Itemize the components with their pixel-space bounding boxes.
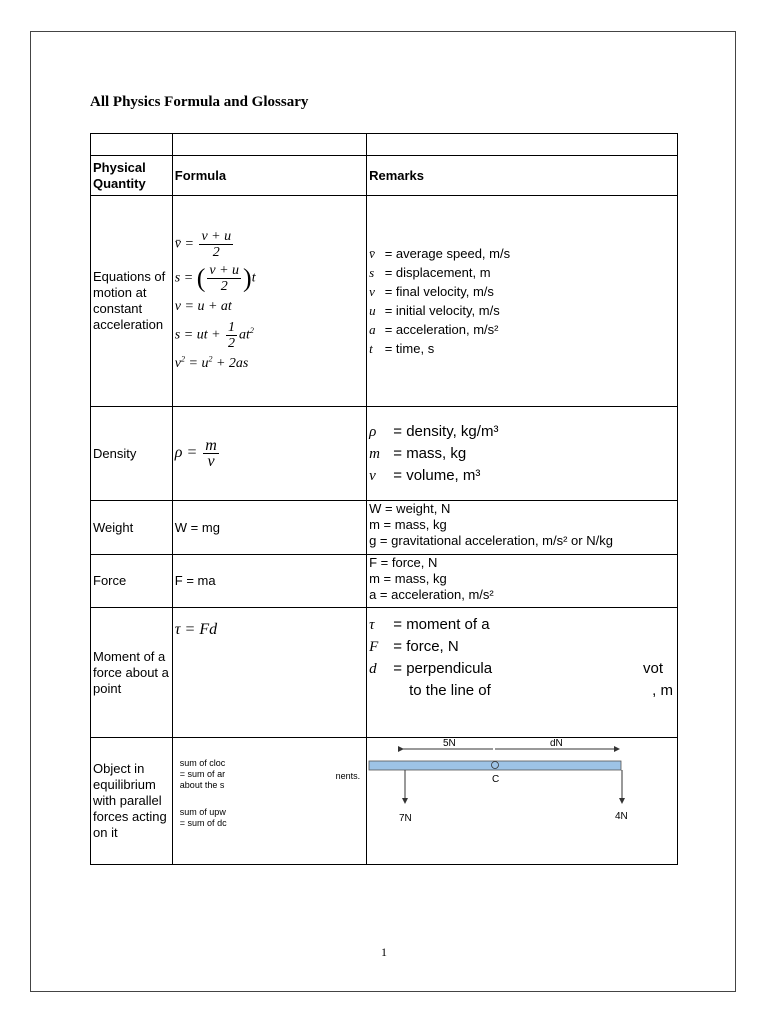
header-formula: Formula [172, 156, 366, 196]
remark-line: τ = moment of a [369, 616, 490, 633]
remark-line: to the line of , m [409, 682, 673, 699]
beam-diagram [367, 739, 671, 859]
formula-cell [172, 196, 366, 407]
eq-final-velocity: v = u + at [174, 298, 232, 314]
table-row-weight [91, 501, 678, 555]
remark-line: u = initial velocity, m/s [369, 303, 500, 318]
formula-cell [172, 407, 366, 501]
table-row-density [91, 407, 678, 501]
eq-v-squared: $v^2 = u^2 + 2as$ [174, 353, 249, 371]
moment-remarks [369, 614, 675, 701]
quantity-cell: Force [91, 555, 173, 608]
density-remarks [369, 421, 675, 487]
remark-line: F = force, N [369, 555, 438, 570]
formula-cell [172, 608, 366, 738]
motion-remarks [369, 244, 675, 358]
remarks-cell [367, 738, 678, 865]
remark-line: d = perpendicula vot [369, 660, 663, 677]
remark-line: t = time, s [369, 341, 435, 356]
remark-line: v = volume, m³ [369, 466, 481, 484]
formula-cell: W = mg [172, 501, 366, 555]
table-row-moment [91, 608, 678, 738]
remark-line: a = acceleration, m/s² [369, 587, 494, 602]
formula-cell: F = ma [172, 555, 366, 608]
header-row [91, 156, 678, 196]
header-remarks: Remarks [367, 156, 678, 196]
remark-line: F = force, N [369, 638, 459, 655]
quantity-cell: Weight [91, 501, 173, 555]
remark-line: s = displacement, m [369, 265, 491, 280]
remarks-cell [367, 501, 678, 555]
table-row-equilibrium [91, 738, 678, 865]
label-5n: 5N [443, 739, 456, 749]
page-number: 1 [381, 945, 387, 959]
quantity-cell: Equations of motion at constant acceleration [91, 196, 173, 407]
quantity-cell: Density [91, 407, 173, 501]
remark-line: ρ = density, kg/m³ [369, 422, 499, 440]
remarks-cell [367, 555, 678, 608]
eq-moment: τ = Fd [174, 621, 218, 638]
label-7n: 7N [399, 813, 412, 824]
table-row-force [91, 555, 678, 608]
remarks-cell [367, 196, 678, 407]
quantity-cell: Moment of a force about a point [91, 608, 173, 738]
document-title: All Physics Formula and Glossary [90, 94, 309, 110]
table-row-motion [91, 196, 678, 407]
formula-table [90, 133, 678, 865]
empty-row [91, 134, 678, 156]
eq-density: ρ = $\frac{m}{v}$ [174, 437, 217, 470]
eq-average-speed: v̄ = $\frac{v + u}{2}$ [174, 228, 232, 260]
equilibrium-formula: sum of cloc = sum of ar about the s sum of upw = sum of dc [179, 758, 227, 828]
remarks-cell [367, 407, 678, 501]
label-4n: 4N [615, 811, 628, 822]
eq-displacement: s = ( $\frac{v + u}{2}$ )t [174, 262, 256, 294]
label-pivot: C [492, 774, 500, 785]
remarks-cell [367, 608, 678, 738]
header-quantity: Physical Quantity [91, 156, 173, 196]
remark-line: a = acceleration, m/s² [369, 322, 499, 337]
remark-line: v̄ = average speed, m/s [369, 246, 511, 261]
remark-line: m = mass, kg [369, 571, 447, 586]
eq-suvat: s = ut + $\frac{1}{2}$ $at^2$ [174, 319, 254, 351]
quantity-cell: Object in equilibrium with parallel forces acting on it [91, 738, 173, 865]
remark-line: W = weight, N [369, 501, 451, 516]
remark-line: g = gravitational acceleration, m/s² or N/kg [369, 533, 613, 548]
remark-line: m = mass, kg [369, 444, 467, 462]
formula-cell: sum of cloc = sum of ar about the s sum of upw = sum of dc nents. [172, 738, 366, 865]
remark-line: m = mass, kg [369, 517, 447, 532]
label-dn: dN [550, 739, 563, 749]
motion-formulas [175, 229, 364, 374]
remark-line: v = final velocity, m/s [369, 284, 494, 299]
